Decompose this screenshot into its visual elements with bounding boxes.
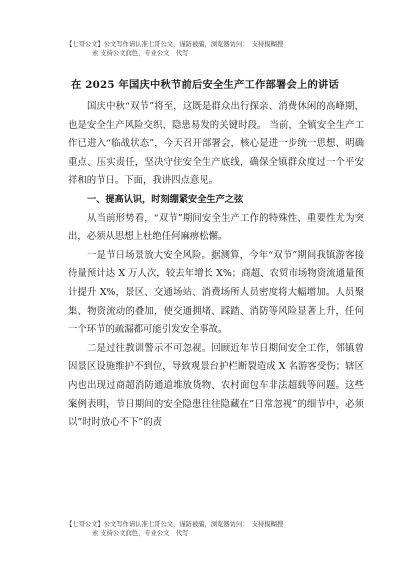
footer-line-2: 索 支持公文润色，专业公文 代写 [92, 530, 189, 537]
footer-line-1: 【七哥公文】公文写作请认准七哥公文，谨防被骗，浏览器访问： 支持模糊搜 [66, 521, 284, 528]
document-body [68, 98, 364, 433]
paragraph: 从当前形势看，“双节”期间安全生产工作的特殊性、重要性尤为突出，必须从思想上杜绝任何麻痹松懈。 [68, 212, 364, 243]
header-line-2: 索 支持公文润色，专业公文 代写 [92, 50, 189, 57]
paragraph: 一是节日场景放大安全风险。据测算，今年“双节”期间我镇游客接待量预计达 X 万人次，较去年增长 X%；商超、农贸市场物资流通量预计提升 X%，景区、交通场站、消费场所人员密度将大幅增加。人员聚集、物资流动的叠加，使交通拥堵、踩踏、消防等风险显著上升，任何一个环节的疏漏都可能引发安全事故。 [68, 249, 364, 336]
header-line-1: 【七哥公文】公文写作请认准七哥公文，谨防被骗，浏览器访问： 支持模糊搜 [66, 41, 284, 48]
document-title: 在 2025 年国庆中秋节前后安全生产工作部署会上的讲话 [71, 79, 339, 91]
page-footer [66, 520, 366, 538]
paragraph: 二是过往教训警示不可忽视。回顾近年节日期间安全工作，邻镇曾因景区设施维护不到位，导致观景台护栏断裂造成 X 名游客受伤；辖区内也出现过商超消防通道堆放货物、农村面包车非法超载等问题。这些案例表明，节日期间的安全隐患往往隐藏在”日常忽视”的细节中，必须以”时时放心不下”的责 [68, 342, 364, 429]
section-heading-1: 一、提高认识，时刻绷紧安全生产之弦 [87, 193, 244, 205]
paragraph-intro: 国庆中秋“双节”将至，这既是群众出行探亲、消费休闲的高峰期，也是安全生产风险交织、隐患易发的关键时段。 当前，全镇安全生产工作已进入“临战状态”，今天召开部署会，核心是进一步统一思想、明确重点、压实责任，坚决守住安全生产底线，确保全镇群众度过一个平安祥和的节日。下面，我讲四点意见。 [68, 101, 364, 187]
page-header [66, 40, 366, 58]
